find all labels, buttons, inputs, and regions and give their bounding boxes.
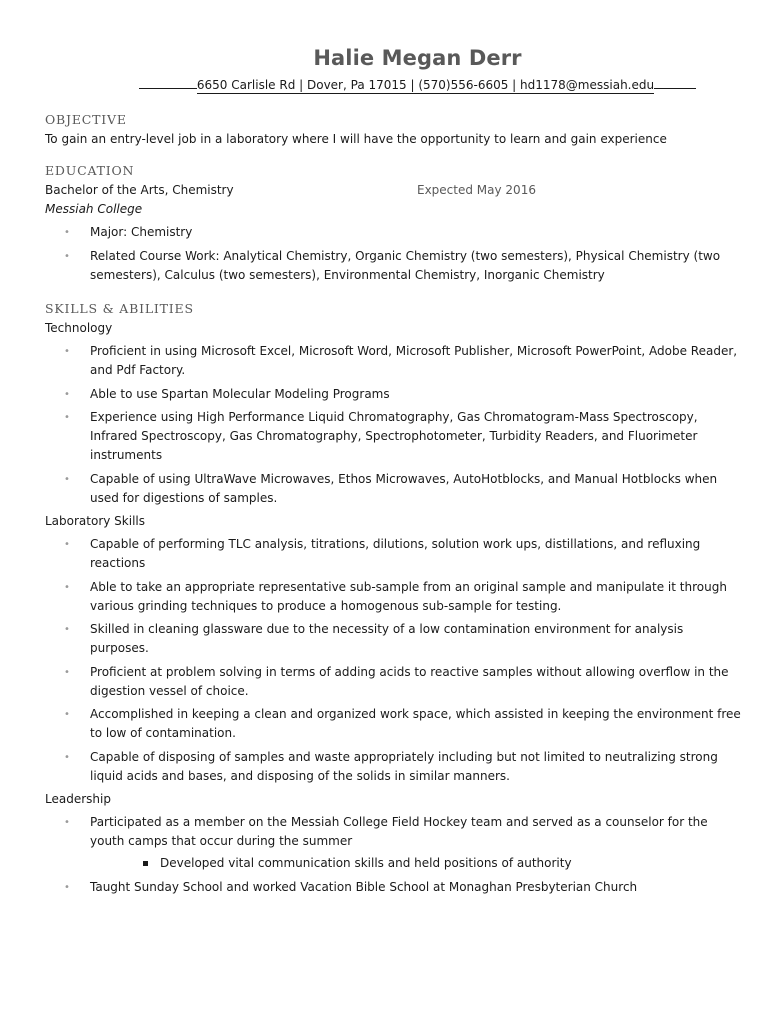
list-item: • Capable of disposing of samples and waste appropriately including but not limited to neutralizing strong liquid acids and bases, and disposing of the solids in similar manners. — [64, 749, 718, 783]
lab-skills-list — [45, 535, 745, 786]
list-item: • Able to take an appropriate representative sub-sample from an original sample and manipulate it through various grinding techniques to produce a homogenous sub-sample for testing. — [64, 579, 727, 613]
education-section — [45, 163, 745, 285]
list-item: • Proficient at problem solving in terms of adding acids to reactive samples without allowing overflow in the digestion vessel of choice. — [64, 664, 729, 698]
bullet-icon: • — [64, 388, 70, 400]
bullet-icon: • — [64, 881, 70, 893]
school-name: Messiah College — [45, 202, 143, 216]
contact-underline-right — [654, 87, 696, 89]
bullet-icon: • — [64, 817, 70, 828]
list-item: • Experience using High Performance Liquid Chromatography, Gas Chromatogram-Mass Spectroscopy, Infrared Spectroscopy, Gas Chromatography, Spectrophotometer, Turbidity Readers, and Fluorimeter instruments — [64, 410, 698, 462]
bullet-icon: • — [64, 751, 70, 763]
list-item: • Taught Sunday School and worked Vacation Bible School at Monaghan Presbyterian Church — [45, 878, 745, 897]
contact-line — [45, 78, 745, 92]
education-heading: EDUCATION — [45, 163, 135, 178]
list-item: • Accomplished in keeping a clean and organized work space, which assisted in keeping the environment free to low of contamination. — [64, 707, 741, 740]
skills-section — [45, 301, 745, 897]
bullet-icon: • — [64, 473, 70, 485]
degree: Bachelor of the Arts, Chemistry — [45, 183, 234, 197]
list-item: • Major: Chemistry — [45, 223, 745, 242]
list-item: • Proficient in using Microsoft Excel, Microsoft Word, Microsoft Publisher, Microsoft PowerPoint, Adobe Reader, and Pdf Factory. — [64, 344, 738, 377]
leadership-sublist — [90, 854, 745, 873]
applicant-name: Halie Megan Derr — [313, 46, 522, 70]
education-list — [45, 223, 745, 285]
degree-row — [45, 181, 745, 200]
bullet-icon: • — [64, 227, 70, 238]
bullet-icon: • — [64, 346, 70, 357]
list-item: • Able to use Spartan Molecular Modeling Programs — [45, 385, 745, 404]
bullet-icon: • — [64, 539, 70, 550]
list-item: • Participated as a member on the Messiah College Field Hockey team and served as a counselor for the youth camps that occur during the summer Developed vital communication skills and held positions of authority — [45, 813, 745, 873]
bullet-icon: • — [64, 666, 70, 678]
technology-subheading: Technology — [45, 321, 113, 335]
list-item: • Capable of using UltraWave Microwaves, Ethos Microwaves, AutoHotblocks, and Manual Hotblocks when used for digestions of samples. — [64, 471, 718, 505]
bullet-icon: • — [64, 412, 70, 423]
technology-list — [45, 342, 745, 508]
leadership-subheading: Leadership — [45, 792, 111, 806]
objective-heading: OBJECTIVE — [45, 112, 127, 127]
list-item: • Skilled in cleaning glassware due to the necessity of a low contamination environment for analysis purposes. — [64, 622, 684, 655]
objective-text: To gain an entry-level job in a laboratory where I will have the opportunity to learn and gain experience — [45, 132, 667, 146]
contact-underline-left — [139, 87, 197, 89]
list-item: • Capable of performing TLC analysis, titrations, dilutions, solution work ups, distillations, and refluxing reactions — [64, 537, 701, 570]
objective-section — [45, 112, 745, 149]
square-bullet-icon — [143, 861, 148, 866]
resume-page — [45, 46, 745, 901]
contact-info: 6650 Carlisle Rd | Dover, Pa 17015 | (570)556-6605 | hd1178@messiah.edu — [196, 78, 655, 92]
bullet-icon: • — [64, 709, 70, 720]
lab-skills-subheading: Laboratory Skills — [45, 514, 146, 528]
bullet-icon: • — [64, 581, 70, 593]
bullet-icon: • — [64, 624, 70, 635]
sub-list-item: Developed vital communication skills and held positions of authority — [135, 854, 745, 873]
list-item: • Related Course Work: Analytical Chemistry, Organic Chemistry (two semesters), Physical Chemistry (two semesters), Calculus (two semesters), Environmental Chemistry, Inorganic Chemistry — [64, 248, 721, 282]
skills-heading: SKILLS & ABILITIES — [45, 301, 194, 316]
bullet-icon: • — [64, 250, 70, 262]
graduation-date: Expected May 2016 — [417, 183, 536, 197]
leadership-list — [45, 813, 745, 897]
